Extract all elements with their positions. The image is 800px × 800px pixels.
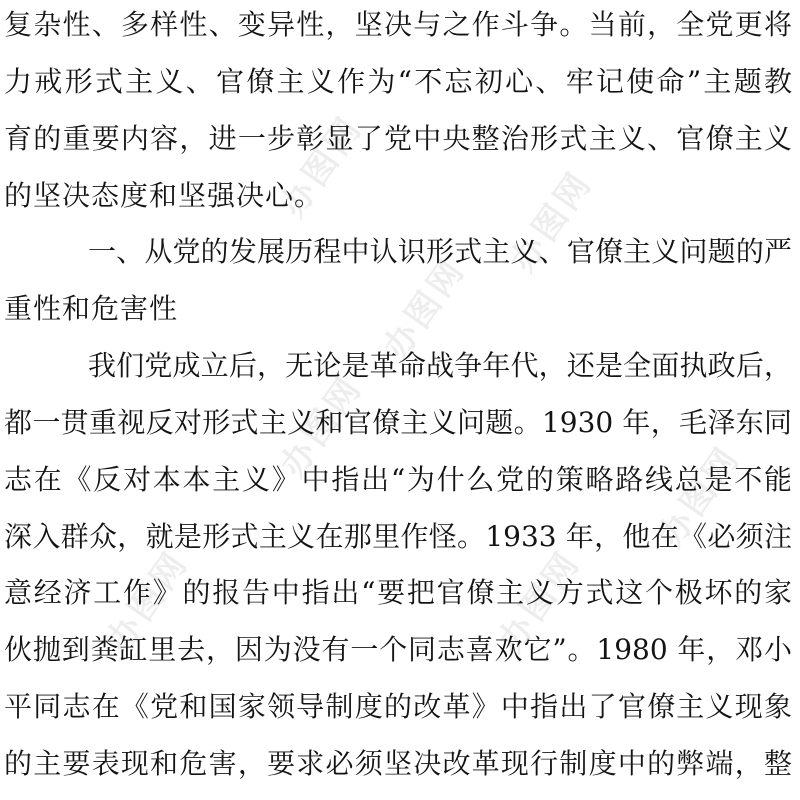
watermark: 办图网	[375, 250, 474, 367]
text-line: 的主要表现和危害，要求必须坚决改革现行制度中的弊端，整	[4, 746, 792, 780]
text-line: 志在《反对本本主义》中指出“为什么党的策略路线总是不能	[4, 462, 792, 496]
text-line: 的坚决态度和坚强决心。	[4, 178, 324, 212]
text-line: 力戒形式主义、官僚主义作为“不忘初心、牢记使命”主题教	[4, 64, 792, 98]
watermark: 办图网	[98, 543, 197, 660]
text-line: 复杂性、多样性、变异性，坚决与之作斗争。当前，全党更将	[4, 8, 792, 41]
watermark: 办图网	[502, 163, 601, 280]
document-body	[4, 0, 792, 793]
watermark: 办图网	[650, 438, 749, 555]
text-line: 我们党成立后，无论是革命战争年代，还是全面执政后，	[88, 349, 792, 383]
text-line: 育的重要内容，进一步彰显了党中央整治形式主义、官僚主义	[4, 121, 792, 155]
text-line: 平同志在《党和国家领导制度的改革》中指出了官僚主义现象	[4, 690, 792, 724]
text-line: 都一贯重视反对形式主义和官僚主义问题。1930 年，毛泽东同	[4, 405, 792, 439]
text-line: 意经济工作》的报告中指出“要把官僚主义方式这个极坏的家	[4, 576, 792, 610]
watermark: 办图网	[272, 108, 371, 225]
text-line: 深入群众，就是形式主义在那里作怪。1933 年，他在《必须注	[4, 519, 792, 553]
watermark: 办图网	[272, 368, 371, 485]
watermark: 办图网	[490, 543, 589, 660]
text-line: 伙抛到粪缸里去，因为没有一个同志喜欢它”。1980 年，邓小	[4, 633, 792, 667]
section-heading-line: 重性和危害性	[4, 292, 179, 326]
section-heading-line: 一、从党的发展历程中认识形式主义、官僚主义问题的严	[88, 235, 792, 269]
